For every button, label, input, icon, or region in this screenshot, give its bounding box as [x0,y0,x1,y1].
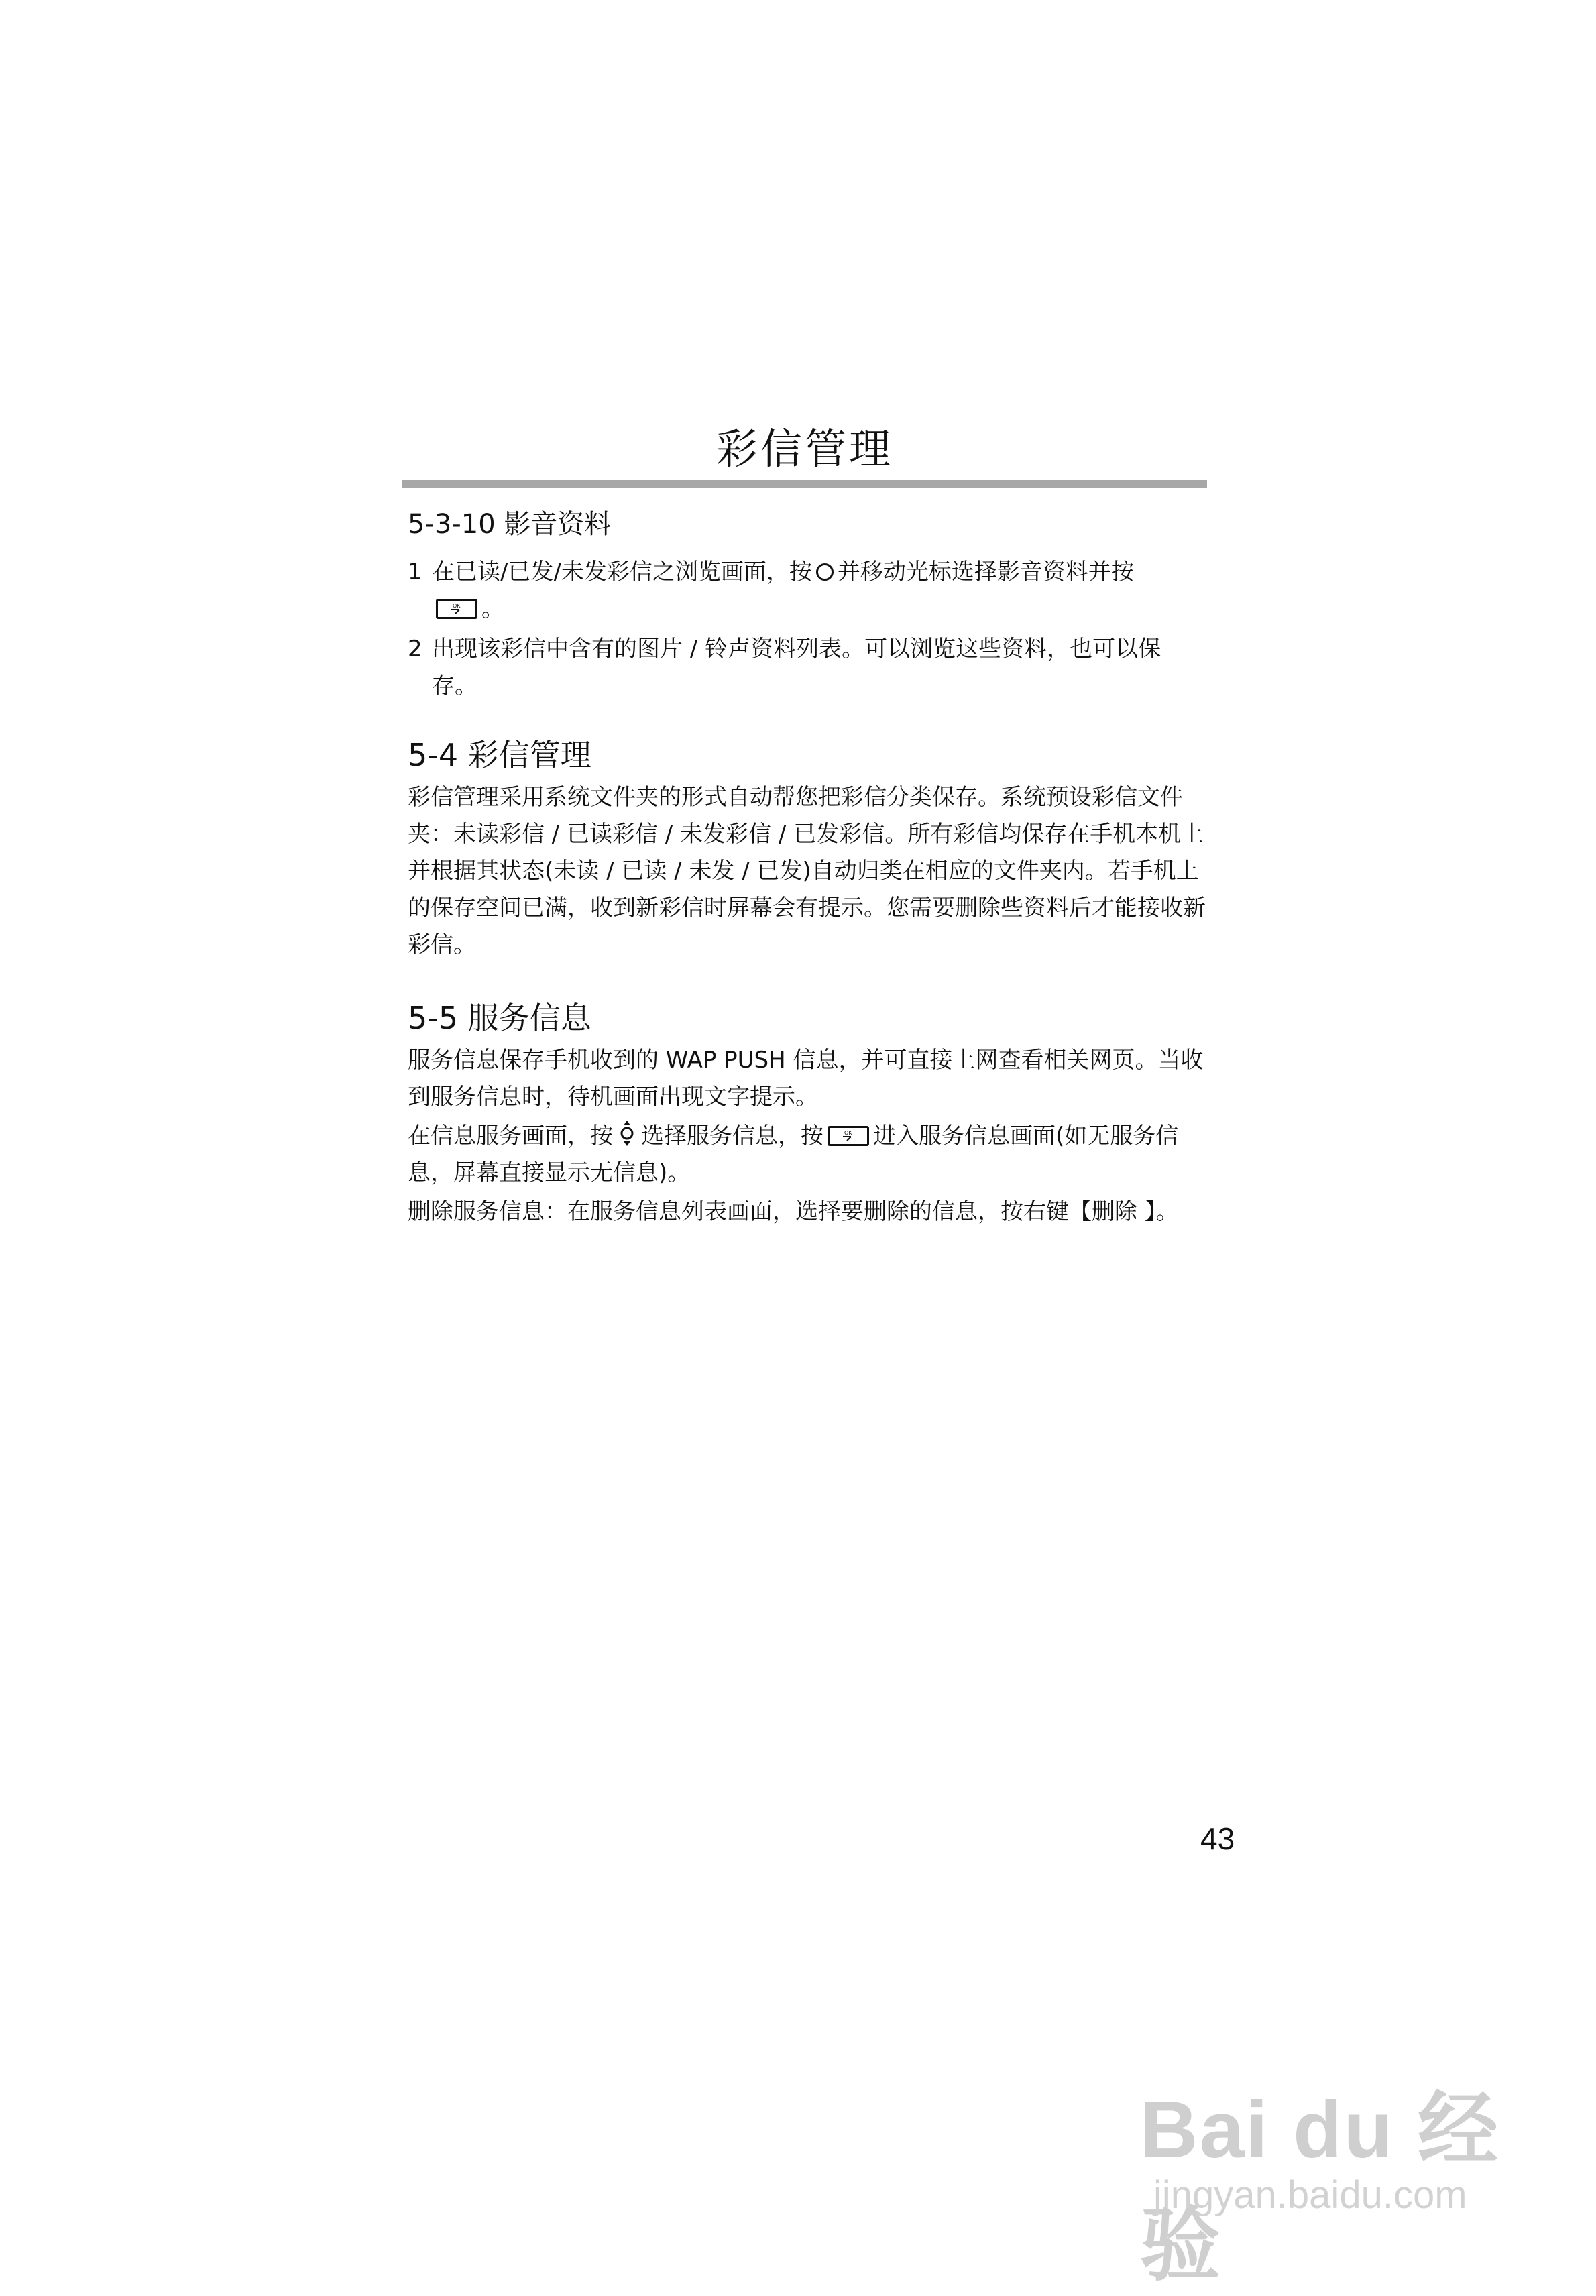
heading-5-3-10: 5-3-10 影音资料 [408,509,612,540]
item-text: 出现该彩信中含有的图片 / 铃声资料列表。可以浏览这些资料，也可以保 存。 [432,636,1161,699]
heading-5-4: 5-4 彩信管理 [408,737,591,773]
paragraph: 服务信息保存手机收到的 WAP PUSH 信息，并可直接上网查看相关网页。当收到服务信息时，待机画面出现文字提示。 [408,1047,1204,1110]
watermark-logo: Bai du 经验 [1140,2085,1500,2290]
paragraph [408,1118,1206,1192]
watermark-url: jingyan.baidu.com [1153,2173,1467,2217]
watermark [1140,2025,1516,2290]
page-number: 43 [1200,1821,1235,1856]
paragraph-text: 在信息服务画面，按 [408,1123,613,1149]
item-text-cont: 并移动光标选择影音资料并按 [837,559,1134,585]
item-text: 在已读/已发/未发彩信之浏览画面，按 [432,559,812,585]
page-title: 彩信管理 [716,424,893,473]
paragraph: 删除服务信息：在服务信息列表画面，选择要删除的信息，按右键【删除 】。 [408,1198,1179,1225]
ok-key-icon [436,599,477,619]
list-item [408,554,1206,628]
ok-key-icon [828,1126,869,1146]
paragraph-text: 进入服务信息画面(如无服务信息，屏幕直接显示无信息)。 [408,1123,1179,1186]
heading-5-5: 5-5 服务信息 [408,1000,591,1036]
paragraph-text: 选择服务信息，按 [641,1123,823,1149]
navigation-key-icon [816,563,834,581]
ok-key-label: OK [453,603,461,609]
page-content [408,504,1206,1232]
item-number: 1 [408,559,422,585]
title-rule [402,480,1207,488]
item-number: 2 [408,636,422,663]
ok-key-label: OK [844,1130,852,1136]
paragraph: 彩信管理采用系统文件夹的形式自动帮您把彩信分类保存。系统预设彩信文件夹：未读彩信 / 已读彩信 / 未发彩信 / 已发彩信。所有彩信均保存在手机本机上并根据其状态(未读 / 已读 / 未发 / 已发)自动归类在相应的文件夹内。若手机上的保存空间已满，收到新彩信时屏幕会有提示。您需要删除些资料后才能接收新彩信。 [408,784,1206,958]
navigation-up-down-icon [618,1119,636,1147]
item-end: 。 [481,595,504,622]
list-item [408,631,1206,705]
